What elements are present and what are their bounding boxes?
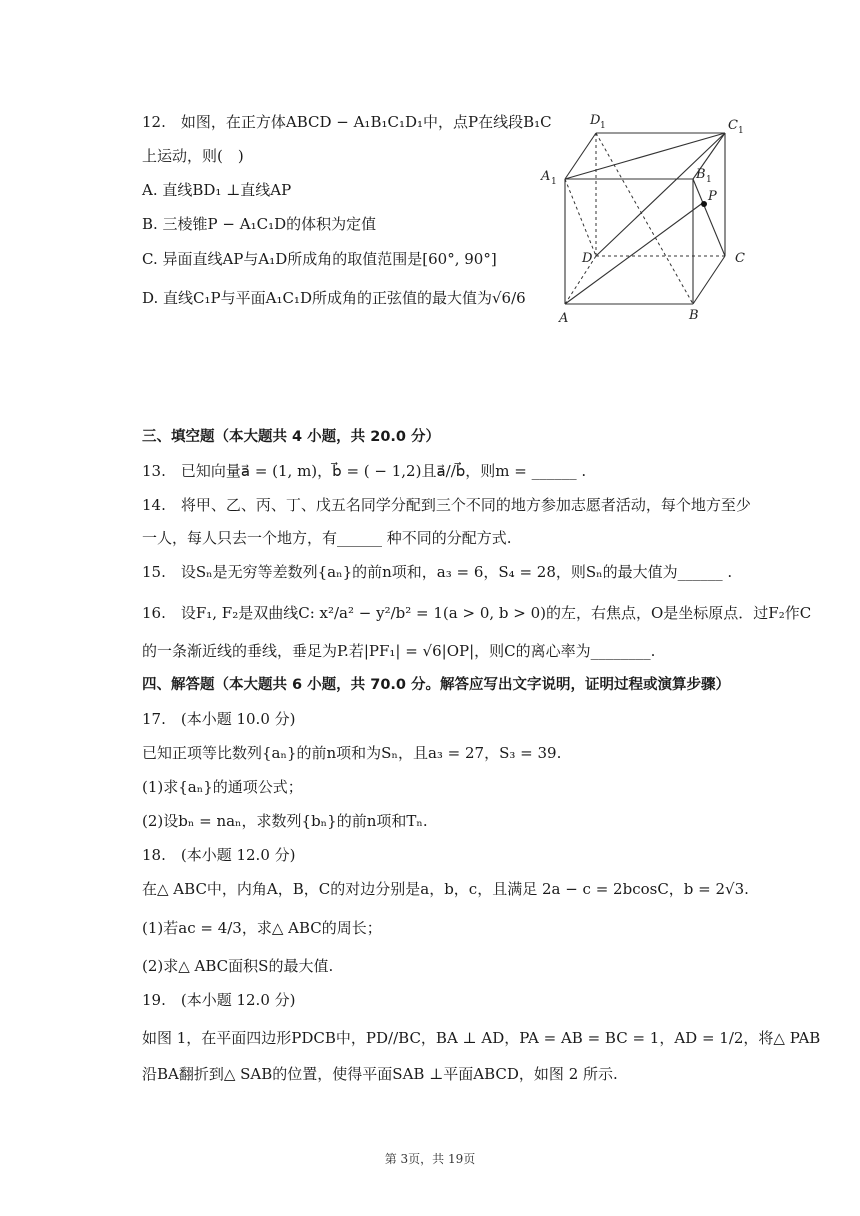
label-d1: D [590,113,601,128]
q12-line2: 上运动，则( ) [142,147,244,165]
edge-a1d1 [565,133,596,179]
label-b1: B [696,167,706,182]
q18-line2: (1)若ac = 4/3，求△ ABC的周长； [142,919,382,937]
q13: 13. 已知向量a⃗ = (1, m)，b⃗ = ( − 1,2)且a⃗//b⃗，则m = ______ . [142,462,587,480]
q12-option-c: C. 异面直线AP与A₁D所成角的取值范围是[60°, 90°] [142,250,497,268]
label-b: B [689,308,699,323]
label-c1: C [728,118,738,133]
q12-option-d: D. 直线C₁P与平面A₁C₁D所成角的正弦值的最大值为√6/6 [142,289,526,307]
segment-a1d-hidden [565,179,596,256]
q12-option-b: B. 三棱锥P − A₁C₁D的体积为定值 [142,215,377,233]
label-d: D [582,251,593,266]
q18-header: 18. (本小题 12.0 分) [142,846,296,864]
q17-line3: (2)设bₙ = naₙ，求数列{bₙ}的前n项和Tₙ. [142,812,428,830]
label-a1-sub: 1 [551,177,557,187]
label-c1-sub: 1 [738,126,744,136]
cube-figure [532,106,762,332]
q19-line2: 沿BA翻折到△ SAB的位置，使得平面SAB ⊥平面ABCD，如图 2 所示. [142,1065,618,1083]
section3-title: 三、填空题（本大题共 4 小题，共 20.0 分） [142,429,441,445]
point-p [701,201,707,207]
q17-header: 17. (本小题 10.0 分) [142,710,296,728]
label-b1-sub: 1 [706,175,712,185]
q16-line2: 的一条渐近线的垂线，垂足为P.若|PF₁| = √6|OP|，则C的离心率为________. [142,642,656,660]
q17-line1: 已知正项等比数列{aₙ}的前n项和为Sₙ，且a₃ = 27，S₃ = 39. [142,744,562,762]
q14-line2: 一人，每人只去一个地方，有______ 种不同的分配方式. [142,529,512,547]
q16-line1: 16. 设F₁, F₂是双曲线C: x²/a² − y²/b² = 1(a > 0, b > 0)的左，右焦点，O是坐标原点．过F₂作C [142,604,812,622]
label-a: A [559,311,569,326]
q15: 15. 设Sₙ是无穷等差数列{aₙ}的前n项和，a₃ = 6，S₄ = 28，则Sₙ的最大值为______ . [142,563,733,581]
diag-d1b-hidden [596,133,693,304]
label-c: C [735,251,745,266]
q14-line1: 14. 将甲、乙、丙、丁、戊五名同学分配到三个不同的地方参加志愿者活动，每个地方至少 [142,496,751,514]
q19-header: 19. (本小题 12.0 分) [142,991,296,1009]
q12-line1: 12. 如图，在正方体ABCD − A₁B₁C₁D₁中，点P在线段B₁C [142,113,552,131]
q18-line3: (2)求△ ABC面积S的最大值. [142,957,334,975]
edge-bc [693,256,725,304]
q19-line1: 如图 1，在平面四边形PDCB中，PD//BC，BA ⊥ AD，PA = AB = BC = 1，AD = 1/2，将△ PAB [142,1029,821,1047]
q17-line2: (1)求{aₙ}的通项公式； [142,778,303,796]
page-footer: 第 3页，共 19页 [384,1152,476,1166]
label-d1-sub: 1 [600,121,606,131]
q18-line1: 在△ ABC中，内角A，B，C的对边分别是a，b，c，且满足 2a − c = 2bcosC，b = 2√3. [142,880,749,898]
label-p: P [708,189,717,204]
label-a1: A [541,169,551,184]
section4-title: 四、解答题（本大题共 6 小题，共 70.0 分。解答应写出文字说明，证明过程或演算步骤） [142,677,731,693]
q12-option-a: A. 直线BD₁ ⊥直线AP [142,181,292,199]
